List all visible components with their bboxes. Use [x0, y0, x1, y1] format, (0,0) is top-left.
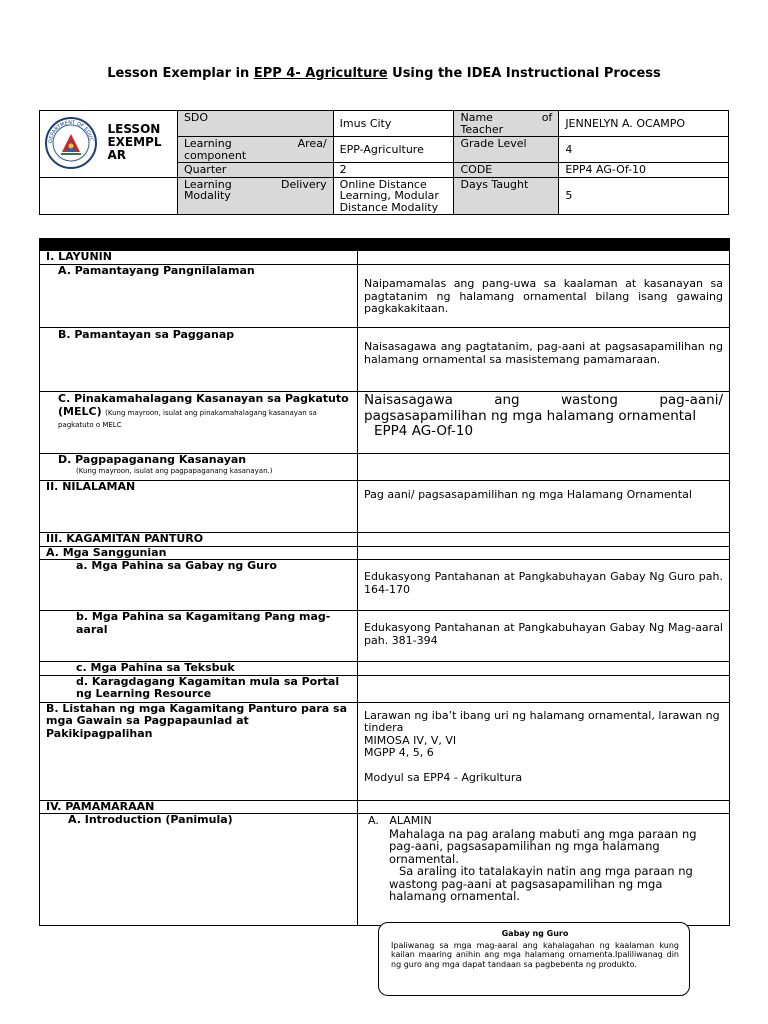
quarter-label: Quarter [177, 163, 333, 178]
title-subject: EPP 4- Agriculture [253, 66, 388, 81]
pagpapaganang-note: (Kung mayroon, isulat ang pagpapaganang kasanayan.) [76, 466, 273, 475]
listahan-value-cell [358, 702, 730, 800]
grade-label: Grade Level [454, 137, 559, 163]
grade-value: 4 [559, 137, 729, 163]
gabay-ng-guro-box [378, 922, 690, 996]
gabay-ng-guro-body: Ipaliwanag sa mga mag-aaral ang kahalagahan ng kaalaman kung kailan maaring anihin ang mga halamang ornamenta.Ipaliliwanag din ng guro ang mga dapat tandaan sa pagbebenta ng produkto. [391, 940, 679, 969]
alamin-paragraph: Sa araling ito tatalakayin natin ang mga paraan ng wastong pag-aani at pagsasapamilihan ng mga halamang ornamental. [389, 864, 693, 903]
empty-cell [358, 251, 730, 265]
listahan-line: MGPP 4, 5, 6 [364, 746, 434, 759]
empty-cell [358, 800, 730, 814]
teacher-value: JENNELYN A. OCAMPO [559, 111, 729, 137]
empty-cell [358, 662, 730, 676]
pagpapaganang-label: D. Pagpapaganang Kasanayan [58, 453, 247, 466]
sdo-value: Imus City [333, 111, 454, 137]
alamin-heading [368, 815, 723, 828]
pamantayang-pangnilalaman-label: A. Pamantayang Pangnilalaman [40, 265, 358, 328]
nilalaman-heading: II. NILALAMAN [40, 481, 358, 533]
code-label: CODE [454, 163, 559, 178]
deped-seal-icon [44, 116, 98, 170]
code-value: EPP4 AG-Of-10 [559, 163, 729, 178]
alamin-title: ALAMIN [389, 814, 432, 827]
header-table [39, 110, 729, 215]
listahan-line: Modyul sa EPP4 - Agrikultura [364, 770, 523, 784]
empty-cell [358, 546, 730, 560]
header-blank-cell [40, 177, 178, 215]
melc-value: Naisasagawa ang wastong pag-aani/ pagsasapamilihan ng mga halamang ornamental [364, 392, 723, 424]
pamantayang-pangnilalaman-value: Naipamamalas ang pang-uwa sa kaalaman at kasanayan sa pagtatanim ng halamang ornamental bilang isang gawaing pagkakakitaan. [358, 265, 730, 328]
empty-cell [358, 454, 730, 481]
kagamitan-heading: III. KAGAMITAN PANTURO [40, 533, 358, 547]
sanggunian-heading: A. Mga Sanggunian [40, 546, 358, 560]
melc-cell [40, 392, 358, 454]
gabay-guro-label: a. Mga Pahina sa Gabay ng Guro [40, 560, 358, 611]
layunin-heading: I. LAYUNIN [40, 251, 358, 265]
days-label: Days Taught [454, 177, 559, 215]
title-prefix: Lesson Exemplar in [107, 66, 254, 81]
area-label: Learning Area/ component [177, 137, 333, 163]
melc-note: (Kung mayroon, isulat ang pinakamahalagang kasanayan sa pagkatuto o MELC [58, 408, 317, 429]
listahan-line: Larawan ng iba’t ibang uri ng halamang ornamental, larawan ng tindera [364, 708, 720, 734]
alamin-cell [358, 814, 730, 926]
alamin-paragraph: Mahalaga na pag aralang mabuti ang mga paraan ng pag-aani, pagsasapamilihan ng mga halamang ornamental. [389, 826, 697, 866]
days-value: 5 [559, 177, 729, 215]
pamantayan-pagganap-value: Naisasagawa ang pagtatanim, pag-aani at pagsasapamilihan ng halamang ornamental sa masistemang pamamaraan. [358, 328, 730, 392]
modality-label: Learning Delivery Modality [177, 177, 333, 215]
kagamitang-mag-aaral-value: Edukasyong Pantahanan at Pangkabuhayan Gabay Ng Mag-aaral pah. 381-394 [358, 611, 730, 662]
lesson-table [39, 238, 730, 926]
kagamitang-mag-aaral-label: b. Mga Pahina sa Kagamitang Pang mag-aaral [40, 611, 358, 662]
table-header-bar [40, 239, 730, 251]
gabay-guro-value: Edukasyong Pantahanan at Pangkabuhayan Gabay Ng Guro pah. 164-170 [358, 560, 730, 611]
quarter-value: 2 [333, 163, 454, 178]
listahan-line: MIMOSA IV, V, VI [364, 733, 457, 747]
pagpapaganang-cell [40, 454, 358, 481]
lesson-exemplar-brand: LESSON EXEMPL AR [101, 111, 177, 178]
document-title [60, 66, 708, 81]
empty-cell [358, 675, 730, 702]
melc-value-cell [358, 392, 730, 454]
gabay-ng-guro-title: Gabay ng Guro [501, 929, 569, 938]
empty-cell [358, 533, 730, 547]
teacher-label: Name of Teacher [454, 111, 559, 137]
melc-label: C. Pinakamahalagang Kasanayan sa Pagkatuto (MELC) [58, 392, 349, 418]
pamantayan-pagganap-label: B. Pamantayan sa Pagganap [40, 328, 358, 392]
teksbuk-label: c. Mga Pahina sa Teksbuk [40, 662, 358, 676]
karagdagang-kagamitan-label: d. Karagdagang Kagamitan mula sa Portal ng Learning Resource [40, 675, 358, 702]
modality-value: Online Distance Learning, Modular Distance Modality [333, 177, 454, 215]
melc-code: EPP4 AG-Of-10 [374, 423, 474, 439]
svg-text:DEPARTMENT OF EDUCATION: DEPARTMENT OF EDUC [47, 119, 94, 143]
title-suffix: Using the IDEA Instructional Process [387, 66, 661, 81]
area-value: EPP-Agriculture [333, 137, 454, 163]
introduction-label: A. Introduction (Panimula) [40, 814, 358, 926]
nilalaman-value: Pag aani/ pagsasapamilihan ng mga Halamang Ornamental [358, 481, 730, 533]
sdo-label: SDO [177, 111, 333, 137]
pamamaraan-heading: IV. PAMAMARAAN [40, 800, 358, 814]
listahan-label: B. Listahan ng mga Kagamitang Panturo para sa mga Gawain sa Pagpapaunlad at Pakikipagpalihan [40, 702, 358, 800]
deped-logo [40, 111, 102, 178]
alamin-marker: A. [368, 814, 379, 827]
